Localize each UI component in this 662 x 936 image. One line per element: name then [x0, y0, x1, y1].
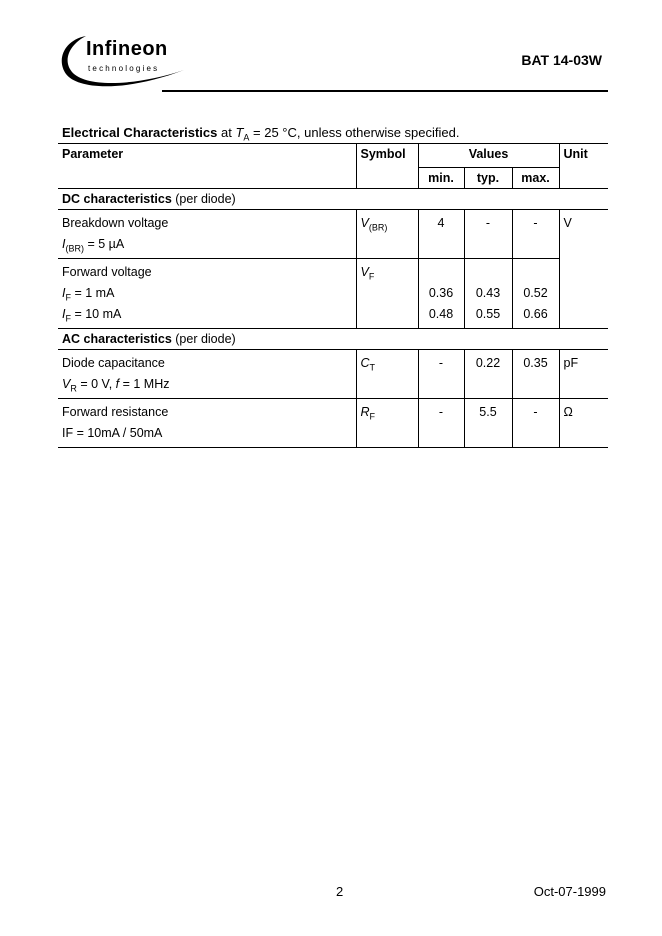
max-value: 0.52: [523, 286, 548, 300]
header-unit: Unit: [559, 144, 608, 189]
max-cell: [512, 350, 559, 399]
caption-bold: Electrical Characteristics: [62, 125, 218, 140]
page-number: 2: [336, 884, 344, 899]
typ-cell: [464, 210, 512, 259]
cond-rest: = 5 µA: [83, 237, 125, 251]
table-caption: [62, 125, 459, 143]
header-min: min.: [418, 168, 464, 189]
dc-section-bold: DC characteristics: [62, 192, 172, 206]
symbol-cell: [356, 350, 418, 399]
param-condition: [62, 234, 352, 255]
cond-sub: F: [65, 292, 71, 303]
param-cell: [58, 350, 356, 399]
unit-value: Ω: [563, 405, 573, 419]
min-cell: [418, 259, 464, 329]
typ-cell: [464, 259, 512, 329]
cond-rest: = 1 mA: [70, 286, 115, 300]
unit-cell: [559, 399, 608, 448]
param-condition: [62, 374, 352, 395]
param-name: Diode capacitance: [62, 356, 165, 370]
min-cell: [418, 399, 464, 448]
logo-tagline: technologies: [88, 64, 160, 73]
part-number: BAT 14-03W: [521, 52, 602, 68]
min-cell: [418, 350, 464, 399]
cond-mid: = 0 V,: [76, 377, 116, 391]
caption-sym: T: [235, 125, 244, 140]
caption-post: = 25 °C, unless otherwise specified.: [249, 125, 460, 140]
symbol-cell: [356, 259, 418, 329]
param-cell: [58, 399, 356, 448]
header-parameter: Parameter: [58, 144, 356, 189]
max-cell: [512, 210, 559, 259]
table-row: [58, 399, 608, 448]
cond-rest: = 1 MHz: [119, 377, 170, 391]
max-value: 0.35: [523, 356, 548, 370]
param-condition: IF = 10mA / 50mA: [62, 426, 163, 440]
dc-section-row: [58, 189, 608, 210]
unit-cell: [559, 350, 608, 399]
table-row: [58, 350, 608, 399]
header-rule: [162, 90, 608, 92]
max-value: -: [533, 216, 538, 230]
electrical-characteristics-table: [58, 143, 608, 448]
symbol-sub: T: [369, 362, 376, 373]
table-row: [58, 259, 608, 329]
dc-section-label: [58, 189, 608, 210]
cond-sub: R: [70, 383, 77, 394]
ac-section-rest: (per diode): [171, 332, 236, 346]
ac-section-bold: AC characteristics: [62, 332, 172, 346]
table-header-row: [58, 144, 608, 168]
ac-section-label: [58, 329, 608, 350]
table-row: [58, 210, 608, 259]
document-date: Oct-07-1999: [533, 884, 606, 899]
symbol-letter: R: [360, 405, 370, 419]
min-value: 0.36: [428, 286, 454, 300]
header-typ: typ.: [464, 168, 512, 189]
min-value: -: [438, 356, 444, 370]
unit-value: V: [563, 216, 572, 230]
cond-symbol: I: [62, 286, 66, 300]
cond-rest: = 10 mA: [70, 307, 122, 321]
max-cell: [512, 399, 559, 448]
dc-section-rest: (per diode): [171, 192, 236, 206]
caption-pre: at: [217, 125, 236, 140]
typ-value: 0.22: [475, 356, 501, 370]
param-name: Breakdown voltage: [62, 216, 169, 230]
header-max: max.: [512, 168, 559, 189]
symbol-letter: C: [360, 356, 370, 370]
logo-wordmark: Infineon: [86, 38, 168, 60]
caption-sub: A: [243, 132, 250, 143]
infineon-logo: [56, 30, 186, 92]
unit-value: pF: [563, 356, 579, 370]
cond-symbol: I: [62, 307, 66, 321]
typ-value: 0.43: [475, 286, 501, 300]
symbol-letter: V: [360, 265, 369, 279]
param-cell: [58, 210, 356, 259]
min-value: 4: [437, 216, 445, 230]
max-value: 0.66: [523, 307, 548, 321]
typ-value: -: [485, 216, 491, 230]
cond-sub: F: [65, 313, 71, 324]
param-name: Forward resistance: [62, 405, 169, 419]
cond-symbol: f: [115, 377, 120, 391]
param-cell: [58, 259, 356, 329]
cond-symbol: V: [62, 377, 71, 391]
ac-section-row: [58, 329, 608, 350]
symbol-sub: (BR): [368, 222, 388, 233]
min-value: -: [438, 405, 444, 419]
typ-value: 5.5: [479, 405, 497, 419]
typ-cell: [464, 350, 512, 399]
cond-symbol: I: [62, 237, 66, 251]
unit-cell: [559, 210, 608, 329]
max-value: -: [533, 405, 538, 419]
typ-value: 0.55: [475, 307, 501, 321]
symbol-cell: [356, 399, 418, 448]
typ-cell: [464, 399, 512, 448]
min-value: 0.48: [428, 307, 454, 321]
symbol-sub: F: [369, 411, 376, 422]
min-cell: [418, 210, 464, 259]
param-condition: [62, 304, 352, 325]
cond-sub: (BR): [65, 243, 84, 254]
param-name: Forward voltage: [62, 265, 152, 279]
header-values: Values: [418, 144, 559, 168]
max-cell: [512, 259, 559, 329]
symbol-sub: F: [368, 271, 375, 282]
param-condition: [62, 283, 352, 304]
symbol-cell: [356, 210, 418, 259]
symbol-letter: V: [360, 216, 369, 230]
header-symbol: Symbol: [356, 144, 418, 189]
